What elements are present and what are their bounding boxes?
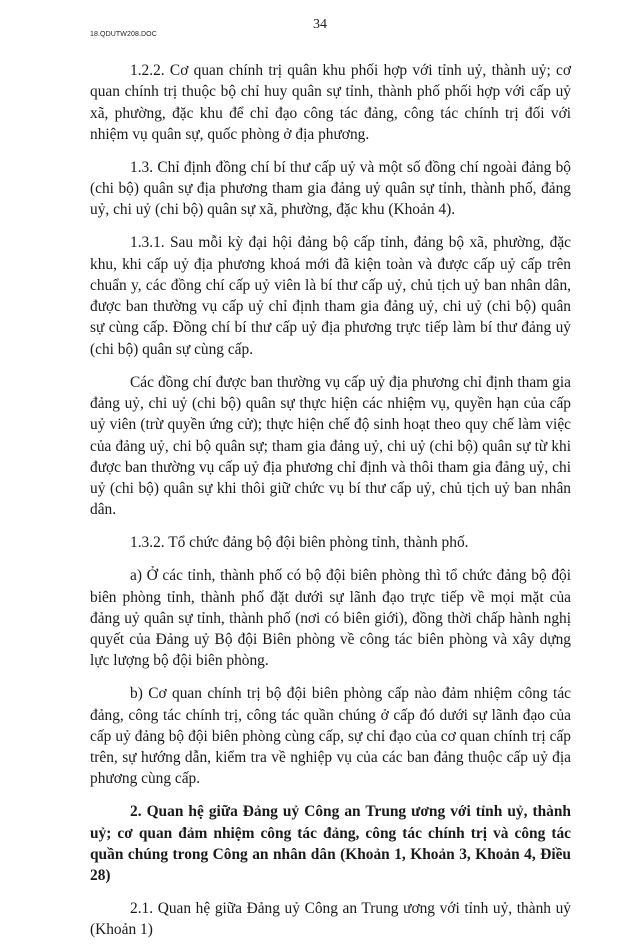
document-filename: 18.QDUTW208.DOC	[90, 31, 157, 38]
paragraph-2-1: 2.1. Quan hệ giữa Đảng uỷ Công an Trung ương với tỉnh uỷ, thành uỷ (Khoản 1)	[90, 900, 571, 939]
section-heading-2: 2. Quan hệ giữa Đảng uỷ Công an Trung ương với tỉnh uỷ, thành uỷ; cơ quan đảm nhiệm công tác đảng, công tác chính trị và công tác quần chúng trong Công an nhân dân (Khoản 1, Khoản 3, Khoản 4, Điều 28)	[90, 803, 571, 885]
paragraph-1-3-2: 1.3.2. Tổ chức đảng bộ đội biên phòng tỉnh, thành phố.	[130, 534, 469, 552]
paragraph-item-b: b) Cơ quan chính trị bộ đội biên phòng cấp nào đảm nhiệm công tác đảng, công tác chính trị, công tác quần chúng ở cấp đó dưới sự lãnh đạo của cấp uỷ đảng bộ đội biên phòng cùng cấp, sự chỉ đạo của cơ quan chính trị cấp trên, sự hướng dẫn, kiểm tra về nghiệp vụ của các ban đảng thuộc cấp uỷ địa phương cùng cấp.	[90, 685, 571, 788]
page-number: 34	[313, 17, 327, 32]
paragraph-appointed-members: Các đồng chí được ban thường vụ cấp uỷ địa phương chỉ định tham gia đảng uỷ, chi uỷ (chi bộ) quân sự thực hiện các nhiệm vụ, quyền hạn của cấp uỷ viên (trừ quyền ứng cử); thực hiện chế độ sinh hoạt theo quy chế làm việc của đảng uỷ, chi bộ quân sự; tham gia đảng uỷ, chi uỷ (chi bộ) quân sự từ khi được ban thường vụ cấp uỷ địa phương chỉ định và thôi tham gia đảng uỷ, chi uỷ (chi bộ) quân sự khi thôi giữ chức vụ bí thư cấp uỷ, chủ tịch uỷ ban nhân dân.	[90, 373, 571, 519]
paragraph-item-a: a) Ở các tỉnh, thành phố có bộ đội biên phòng thì tổ chức đảng bộ đội biên phòng tỉnh, thành phố đặt dưới sự lãnh đạo trực tiếp về mọi mặt của đảng uỷ quân sự tỉnh, thành phố (nơi có biên giới), đồng thời chấp hành nghị quyết của Đảng uỷ Bộ đội Biên phòng về công tác biên phòng và xây dựng lực lượng bộ đội biên phòng.	[90, 567, 571, 670]
document-body	[90, 60, 571, 952]
paragraph-1-3: 1.3. Chỉ định đồng chí bí thư cấp uỷ và một số đồng chí ngoài đảng bộ (chi bộ) quân sự địa phương tham gia đảng uỷ quân sự tỉnh, thành phố, đảng uỷ, chi uỷ (chi bộ) quân sự xã, phường, đặc khu (Khoản 4).	[90, 158, 571, 219]
paragraph-1-2-2: 1.2.2. Cơ quan chính trị quân khu phối hợp với tỉnh uỷ, thành uỷ; cơ quan chính trị thuộc bộ chỉ huy quân sự tỉnh, thành phố phối hợp với cấp uỷ xã, phường, đặc khu để chỉ đạo công tác đảng, công tác chính trị đối với nhiệm vụ quân sự, quốc phòng ở địa phương.	[90, 62, 571, 143]
paragraph-1-3-1: 1.3.1. Sau mỗi kỳ đại hội đảng bộ cấp tỉnh, đảng bộ xã, phường, đặc khu, khi cấp uỷ địa phương khoá mới đã kiện toàn và được cấp uỷ cấp trên chuẩn y, các đồng chí cấp uỷ viên là bí thư cấp uỷ, chủ tịch uỷ ban nhân dân, được ban thường vụ cấp uỷ chỉ định tham gia đảng uỷ, chi uỷ (chi bộ) quân sự cùng cấp. Đồng chí bí thư cấp uỷ địa phương trực tiếp làm bí thư đảng uỷ (chi bộ) quân sự cùng cấp.	[90, 234, 571, 358]
